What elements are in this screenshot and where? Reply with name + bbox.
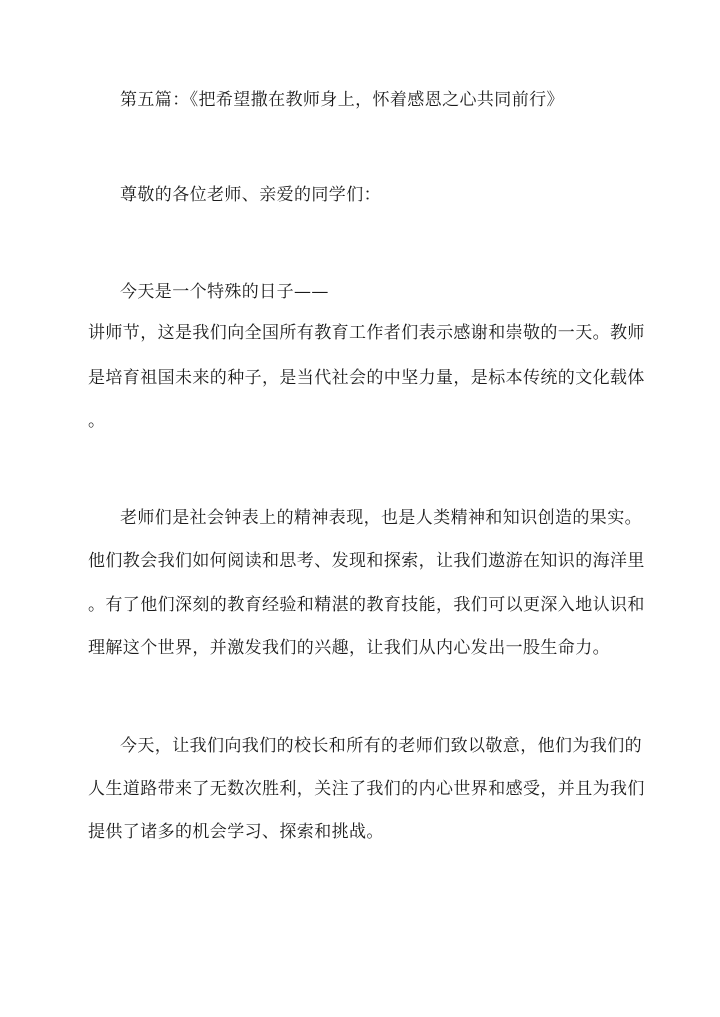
paragraph-line: 老师们是社会钟表上的精神表现，也是人类精神和知识创造的果实。 xyxy=(120,508,642,528)
salutation: 尊敬的各位老师、亲爱的同学们： xyxy=(120,185,381,205)
paragraph-line: 今天，让我们向我们的校长和所有的老师们致以敬意，他们为我们的 xyxy=(120,736,642,756)
document-title: 第五篇：《把希望撒在教师身上，怀着感恩之心共同前行》 xyxy=(120,90,564,110)
paragraph-line: 提供了诸多的机会学习、探索和挑战。 xyxy=(88,822,384,842)
paragraph-line: 人生道路带来了无数次胜利，关注了我们的内心世界和感受，并且为我们 xyxy=(88,779,645,799)
paragraph-line: 。有了他们深刻的教育经验和精湛的教育技能，我们可以更深入地认识和 xyxy=(88,595,645,615)
paragraph-line: 。 xyxy=(88,411,106,431)
paragraph-line: 今天是一个特殊的日子—— xyxy=(120,282,329,302)
paragraph-line: 是培育祖国未来的种子，是当代社会的中坚力量，是标本传统的文化载体 xyxy=(88,368,645,388)
paragraph-line: 他们教会我们如何阅读和思考、发现和探索，让我们遨游在知识的海洋里 xyxy=(88,551,645,571)
paragraph-line: 讲师节，这是我们向全国所有教育工作者们表示感谢和崇敬的一天。教师 xyxy=(88,323,645,343)
paragraph-line: 理解这个世界，并激发我们的兴趣，让我们从内心发出一股生命力。 xyxy=(88,638,610,658)
